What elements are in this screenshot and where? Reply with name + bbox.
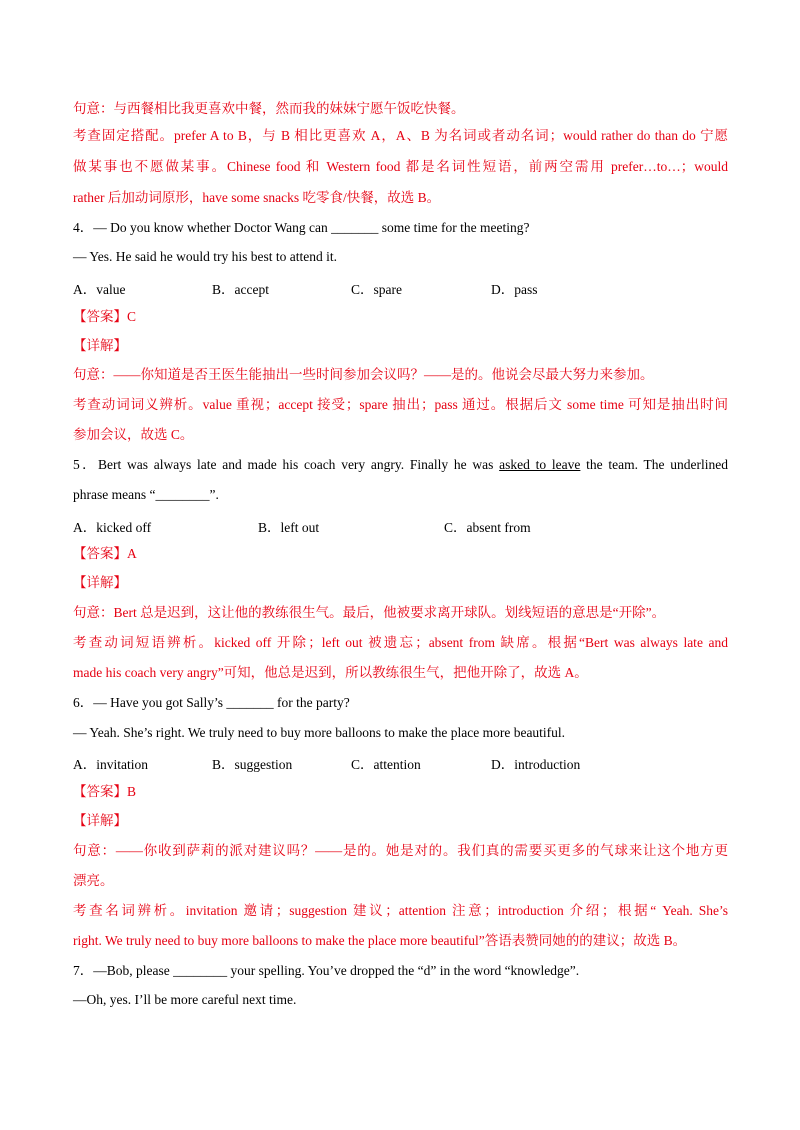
q5-underlined-phrase: asked to leave (499, 457, 581, 472)
q4-detail-heading: 【详解】 (73, 338, 127, 353)
q4-analysis-line-1: 考查动词词义辨析。value 重视；accept 接受；spare 抽出；pass 通过。根据后文 some time 可知是抽出时间 (73, 397, 728, 412)
q5-option-a: A．kicked off (73, 520, 152, 535)
q6-analysis-line-2: right. We truly need to buy more balloons to make the place more beautiful”答语表赞同她的的建议；故选 B。 (73, 933, 687, 948)
q4-reply: — Yes. He said he would try his best to attend it. (73, 249, 337, 264)
q6-meaning-line-1: 句意：——你收到萨莉的派对建议吗？——是的。她是对的。我们真的需要买更多的气球来让这个地方更 (73, 843, 728, 858)
q5-meaning: 句意：Bert 总是迟到，这让他的教练很生气。最后，他被要求离开球队。划线短语的意思是“开除”。 (73, 605, 666, 620)
q3-analysis-line-1: 考查固定搭配。prefer A to B，与 B 相比更喜欢 A，A、B 为名词或者动名词；would rather do than do 宁愿 (73, 128, 728, 143)
q4-option-c: C．spare (351, 282, 402, 297)
q4-stem: 4．— Do you know whether Doctor Wang can _______ some time for the meeting? (73, 220, 530, 235)
q6-answer: 【答案】B (73, 784, 137, 799)
q5-detail-heading: 【详解】 (73, 575, 127, 590)
q6-stem: 6．— Have you got Sally’s _______ for the party? (73, 695, 350, 710)
q3-meaning: 句意：与西餐相比我更喜欢中餐，然而我的妹妹宁愿午饭吃快餐。 (73, 101, 465, 116)
q5-answer: 【答案】A (73, 546, 137, 561)
q5-analysis-line-2: made his coach very angry”可知，他总是迟到，所以教练很生气，把他开除了，故选 A。 (73, 665, 588, 680)
q4-analysis-line-2: 参加会议，故选 C。 (73, 427, 194, 442)
q6-meaning-line-2: 漂亮。 (73, 873, 114, 888)
q3-analysis-line-3: rather 后加动词原形，have some snacks 吃零食/快餐，故选 B。 (73, 190, 441, 205)
q4-answer: 【答案】C (73, 309, 137, 324)
q6-analysis-line-1: 考查名词辨析。invitation 邀请；suggestion 建议；attention 注意；introduction 介绍；根据“ Yeah. She’s (73, 903, 728, 918)
q6-reply: — Yeah. She’s right. We truly need to buy more balloons to make the place more beautiful. (73, 725, 566, 740)
q3-analysis-line-2: 做某事也不愿做某事。Chinese food 和 Western food 都是名词性短语，前两空需用 prefer…to…；would (73, 159, 728, 174)
q4-option-b: B．accept (212, 282, 269, 297)
q7-stem: 7．—Bob, please ________ your spelling. You’ve dropped the “d” in the word “knowledge”. (73, 963, 580, 978)
q6-detail-heading: 【详解】 (73, 813, 127, 828)
q4-option-a: A．value (73, 282, 126, 297)
q5-analysis-line-1: 考查动词短语辨析。kicked off 开除；left out 被遗忘；absent from 缺席。根据“Bert was always late and (73, 635, 728, 650)
q5-option-c: C．absent from (444, 520, 531, 535)
q6-option-a: A．invitation (73, 757, 148, 772)
q5-stem-line-2: phrase means “________”. (73, 487, 219, 502)
q5-stem-before: 5．Bert was always late and made his coach very angry. Finally he was (73, 457, 500, 472)
q6-option-d: D．introduction (491, 757, 581, 772)
q5-stem-after: the team. The underlined (580, 457, 728, 472)
q6-option-c: C．attention (351, 757, 421, 772)
q5-option-b: B．left out (258, 520, 320, 535)
q7-reply: —Oh, yes. I’ll be more careful next time. (73, 992, 297, 1007)
q4-meaning: 句意：——你知道是否王医生能抽出一些时间参加会议吗？——是的。他说会尽最大努力来参加。 (73, 367, 654, 382)
q4-option-d: D．pass (491, 282, 538, 297)
q6-option-b: B．suggestion (212, 757, 293, 772)
q5-stem-line-1 (73, 456, 728, 474)
